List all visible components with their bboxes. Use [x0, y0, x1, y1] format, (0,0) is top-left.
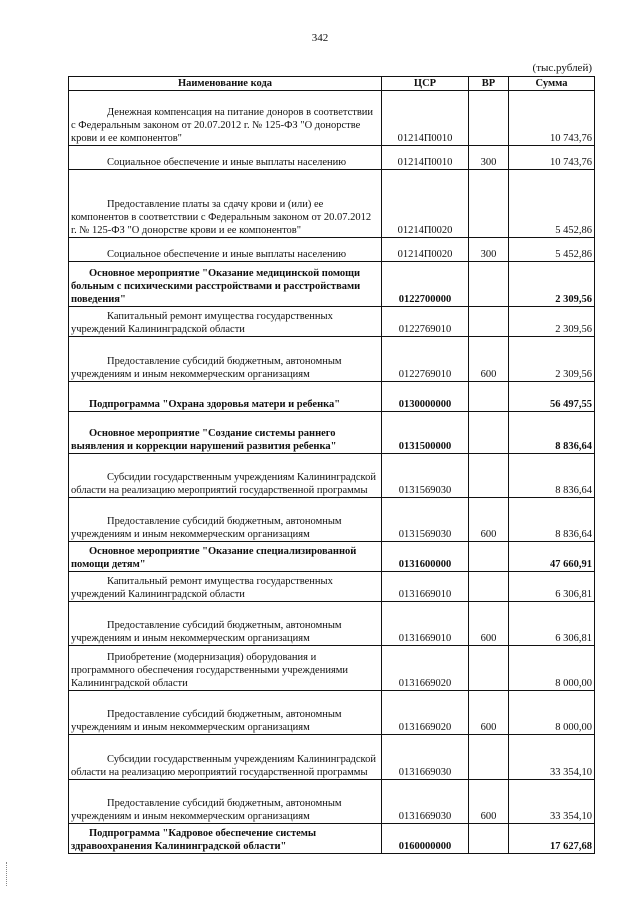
cell-vr: [469, 382, 509, 412]
cell-vr: [469, 824, 509, 854]
cell-csr: 0131669020: [382, 691, 469, 735]
cell-name: Предоставление субсидий бюджетным, автономным учреждениям и иным некоммерческим организациям: [69, 691, 382, 735]
cell-csr: 0122769010: [382, 337, 469, 382]
header-vr: ВР: [469, 77, 509, 91]
cell-name: Основное мероприятие "Оказание специализированной помощи детям": [69, 542, 382, 572]
table-row: [69, 646, 595, 691]
cell-sum: 33 354,10: [509, 780, 595, 824]
cell-vr: 600: [469, 602, 509, 646]
table-row: [69, 307, 595, 337]
cell-csr: 0131669010: [382, 602, 469, 646]
cell-sum: 8 836,64: [509, 412, 595, 454]
cell-name: Подпрограмма "Охрана здоровья матери и ребенка": [69, 382, 382, 412]
table-row: [69, 602, 595, 646]
header-sum: Сумма: [509, 77, 595, 91]
table-row: [69, 146, 595, 170]
budget-table: [68, 76, 595, 854]
cell-sum: 2 309,56: [509, 262, 595, 307]
cell-csr: 0131569030: [382, 454, 469, 498]
cell-csr: 0122700000: [382, 262, 469, 307]
cell-vr: 300: [469, 146, 509, 170]
cell-sum: 8 000,00: [509, 691, 595, 735]
cell-name: Социальное обеспечение и иные выплаты населению: [69, 238, 382, 262]
cell-vr: [469, 307, 509, 337]
cell-csr: 0131569030: [382, 498, 469, 542]
cell-name: Основное мероприятие "Оказание медицинской помощи больным с психическими расстройствами и расстройствами поведения": [69, 262, 382, 307]
cell-vr: 600: [469, 337, 509, 382]
cell-csr: 0122769010: [382, 307, 469, 337]
binding-edge-mark: [6, 862, 9, 886]
cell-vr: [469, 412, 509, 454]
cell-sum: 10 743,76: [509, 91, 595, 146]
header-csr: ЦСР: [382, 77, 469, 91]
table-row: [69, 91, 595, 146]
page-number: 342: [311, 32, 329, 44]
cell-vr: [469, 735, 509, 780]
cell-vr: 300: [469, 238, 509, 262]
cell-csr: 01214П0020: [382, 170, 469, 238]
cell-sum: 5 452,86: [509, 170, 595, 238]
cell-name: Предоставление субсидий бюджетным, автономным учреждениям и иным некоммерческим организациям: [69, 602, 382, 646]
table-row: [69, 382, 595, 412]
cell-name: Субсидии государственным учреждениям Калининградской области на реализацию мероприятий государственной программы: [69, 454, 382, 498]
table-row: [69, 572, 595, 602]
cell-vr: [469, 454, 509, 498]
cell-csr: 0160000000: [382, 824, 469, 854]
cell-sum: 8 836,64: [509, 498, 595, 542]
cell-vr: [469, 262, 509, 307]
table-row: [69, 691, 595, 735]
cell-vr: [469, 542, 509, 572]
cell-csr: 0131669030: [382, 780, 469, 824]
cell-sum: 8 836,64: [509, 454, 595, 498]
cell-name: Предоставление субсидий бюджетным, автономным учреждениям и иным некоммерческим организациям: [69, 780, 382, 824]
table-row: [69, 412, 595, 454]
cell-sum: 8 000,00: [509, 646, 595, 691]
cell-name: Капитальный ремонт имущества государственных учреждений Калининградской области: [69, 572, 382, 602]
table-row: [69, 262, 595, 307]
cell-vr: 600: [469, 498, 509, 542]
cell-name: Денежная компенсация на питание доноров в соответствии с Федеральным законом от 20.07.2012 г. № 125-ФЗ "О донорстве крови и ее компонентов": [69, 91, 382, 146]
table-header-row: [69, 77, 595, 91]
cell-vr: [469, 646, 509, 691]
cell-sum: 2 309,56: [509, 307, 595, 337]
table-body: [69, 91, 595, 854]
cell-vr: [469, 170, 509, 238]
table-row: [69, 238, 595, 262]
cell-name: Социальное обеспечение и иные выплаты населению: [69, 146, 382, 170]
cell-name: Подпрограмма "Кадровое обеспечение системы здравоохранения Калининградской области": [69, 824, 382, 854]
table-row: [69, 170, 595, 238]
cell-sum: 56 497,55: [509, 382, 595, 412]
cell-name: Предоставление субсидий бюджетным, автономным учреждениям и иным некоммерческим организациям: [69, 337, 382, 382]
cell-csr: 0131600000: [382, 542, 469, 572]
cell-name: Предоставление платы за сдачу крови и (или) ее компонентов в соответствии с Федеральным законом от 20.07.2012 г. № 125-ФЗ "О донорстве крови и ее компонентов": [69, 170, 382, 238]
cell-vr: 600: [469, 780, 509, 824]
cell-name: Приобретение (модернизация) оборудования и программного обеспечения государственными учреждениями Калининградской области: [69, 646, 382, 691]
cell-sum: 17 627,68: [509, 824, 595, 854]
cell-sum: 10 743,76: [509, 146, 595, 170]
table-row: [69, 780, 595, 824]
cell-csr: 0130000000: [382, 382, 469, 412]
cell-vr: [469, 91, 509, 146]
table-row: [69, 337, 595, 382]
cell-sum: 6 306,81: [509, 572, 595, 602]
table-row: [69, 454, 595, 498]
cell-sum: 47 660,91: [509, 542, 595, 572]
cell-csr: 0131669010: [382, 572, 469, 602]
cell-csr: 0131669020: [382, 646, 469, 691]
cell-sum: 2 309,56: [509, 337, 595, 382]
cell-csr: 0131669030: [382, 735, 469, 780]
table-row: [69, 498, 595, 542]
cell-name: Капитальный ремонт имущества государственных учреждений Калининградской области: [69, 307, 382, 337]
table-row: [69, 735, 595, 780]
cell-name: Основное мероприятие "Создание системы раннего выявления и коррекции нарушений развития ребенка": [69, 412, 382, 454]
cell-name: Предоставление субсидий бюджетным, автономным учреждениям и иным некоммерческим организациям: [69, 498, 382, 542]
cell-sum: 6 306,81: [509, 602, 595, 646]
cell-vr: [469, 572, 509, 602]
units-label: (тыс.рублей): [532, 62, 592, 74]
cell-csr: 01214П0010: [382, 146, 469, 170]
cell-vr: 600: [469, 691, 509, 735]
cell-csr: 01214П0020: [382, 238, 469, 262]
cell-csr: 01214П0010: [382, 91, 469, 146]
cell-csr: 0131500000: [382, 412, 469, 454]
cell-name: Субсидии государственным учреждениям Калининградской области на реализацию мероприятий государственной программы: [69, 735, 382, 780]
cell-sum: 5 452,86: [509, 238, 595, 262]
table-row: [69, 542, 595, 572]
header-name: Наименование кода: [69, 77, 382, 91]
cell-sum: 33 354,10: [509, 735, 595, 780]
table-row: [69, 824, 595, 854]
